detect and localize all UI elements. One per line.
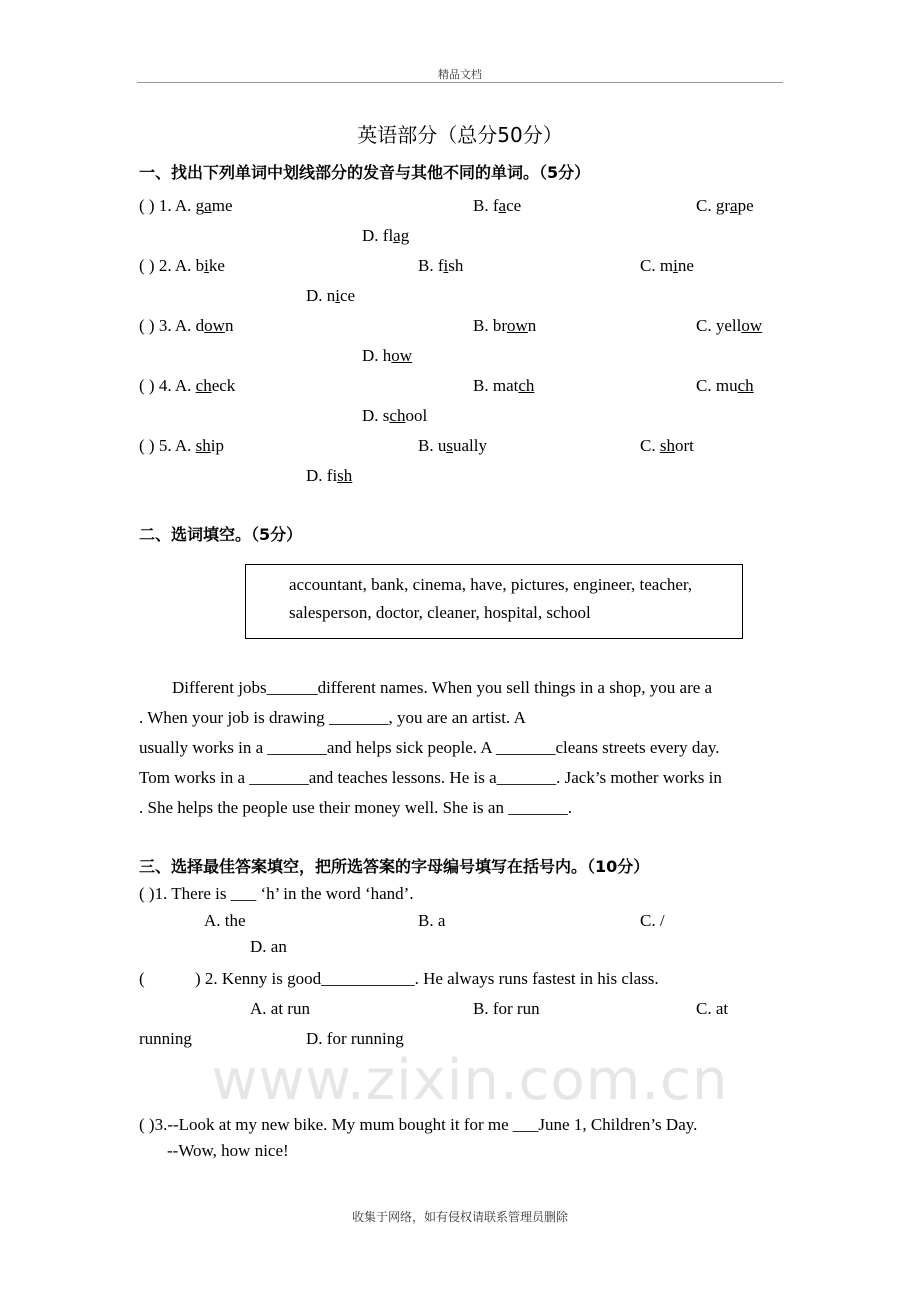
q2-option-d <box>306 286 355 306</box>
q3-option-b <box>473 316 536 336</box>
header-divider <box>137 82 783 83</box>
q2-option-b <box>418 256 463 276</box>
word-suffix: ool <box>405 406 428 425</box>
word-prefix: d <box>195 316 205 335</box>
underlined-part: i <box>443 256 449 275</box>
underlined-part: ch <box>518 376 535 395</box>
passage-line: usually works in a _______and helps sick people. A _______cleans streets every day. <box>139 738 720 757</box>
q5-option-c <box>640 436 694 456</box>
passage-line: Different jobs______different names. When you sell things in a shop, you are a <box>172 678 713 697</box>
word-prefix: b <box>195 256 205 275</box>
word-suffix: me <box>211 196 233 215</box>
word-prefix: f <box>492 196 499 215</box>
option-label: C. <box>696 316 716 335</box>
question-number: ( ) 2. A. <box>139 256 196 275</box>
underlined-part: sh <box>337 466 353 485</box>
word-suffix: sh <box>448 256 464 275</box>
q2-option-d: D. for running <box>306 1029 404 1048</box>
word-suffix: ually <box>452 436 487 455</box>
word-prefix: s <box>382 406 390 425</box>
option-label: D. <box>362 226 383 245</box>
page-footer: 收集于网络，如有侵权请联系管理员删除 <box>351 1210 568 1224</box>
underlined-part: a <box>498 196 507 215</box>
q2-option-a <box>139 256 225 276</box>
option-label: C. <box>640 256 660 275</box>
option-label: C. <box>696 376 716 395</box>
word-prefix: f <box>437 256 444 275</box>
option-label: D. <box>306 286 327 305</box>
question-number: ( ) 4. A. <box>139 376 196 395</box>
option-label: D. <box>306 466 327 485</box>
word-suffix: ce <box>506 196 522 215</box>
option-label: B. <box>418 256 438 275</box>
option-label: B. <box>473 376 493 395</box>
passage-line: . When your job is drawing _______, you are an artist. A <box>139 708 526 727</box>
underlined-part: s <box>446 436 453 455</box>
q1-option-c: C. / <box>640 911 665 930</box>
q3-reply: --Wow, how nice! <box>167 1141 289 1160</box>
underlined-part: a <box>730 196 738 215</box>
q2-option-a: A. at run <box>250 999 310 1018</box>
underlined-part: a <box>204 196 212 215</box>
word-suffix: ne <box>677 256 694 275</box>
underlined-part: sh <box>195 436 211 455</box>
q4-option-b <box>473 376 534 396</box>
page-title: 英语部分（总分50分） <box>357 123 563 147</box>
section2-heading: 二、选词填空。（5分） <box>139 525 303 544</box>
q1-option-d <box>362 226 409 246</box>
option-label: B. <box>473 316 493 335</box>
q3-stem: ( )3.--Look at my new bike. My mum bought it for me ___June 1, Children’s Day. <box>139 1115 698 1134</box>
q1-option-a <box>139 196 233 216</box>
q1-option-b <box>473 196 521 216</box>
page-header: 精品文档 <box>438 68 482 81</box>
q1-option-d: D. an <box>250 937 287 956</box>
underlined-part: i <box>204 256 209 275</box>
q5-option-a <box>139 436 224 456</box>
option-label: D. <box>362 346 383 365</box>
word-box-line: salesperson, doctor, cleaner, hospital, school <box>289 603 591 622</box>
underlined-part: i <box>673 256 678 275</box>
option-label: C. <box>696 196 716 215</box>
q4-option-c <box>696 376 754 396</box>
passage-line: Tom works in a _______and teaches lessons. He is a_______. Jack’s mother works in <box>139 768 722 787</box>
word-suffix: ort <box>674 436 694 455</box>
word-suffix: ce <box>340 286 356 305</box>
question-number: ( ) 3. A. <box>139 316 196 335</box>
q1-option-b: B. a <box>418 911 446 930</box>
underlined-part: ag <box>393 226 410 245</box>
option-label: D. <box>362 406 383 425</box>
word-suffix: eck <box>211 376 236 395</box>
underlined-part: ow <box>741 316 763 335</box>
q2-option-c <box>640 256 694 276</box>
underlined-part: ow <box>507 316 528 335</box>
q2-option-b: B. for run <box>473 999 540 1018</box>
q2-stem: ) 2. Kenny is good___________. He always runs fastest in his class. <box>195 969 659 988</box>
option-label: B. <box>418 436 438 455</box>
option-label: C. <box>640 436 660 455</box>
q3-option-d <box>362 346 412 366</box>
q4-option-a <box>139 376 235 396</box>
q5-option-b <box>418 436 487 456</box>
underlined-part: sh <box>659 436 675 455</box>
underlined-part: ch <box>389 406 406 425</box>
word-box-line: accountant, bank, cinema, have, pictures, engineer, teacher, <box>289 575 693 594</box>
q1-option-c <box>696 196 754 216</box>
word-prefix: fl <box>382 226 394 245</box>
word-suffix: pe <box>737 196 754 215</box>
word-prefix: n <box>326 286 336 305</box>
q2-option-c-cont: running <box>139 1029 192 1048</box>
question-number: ( ) 5. A. <box>139 436 196 455</box>
underlined-part: ch <box>195 376 212 395</box>
q3-option-c <box>696 316 762 336</box>
word-prefix: mat <box>492 376 519 395</box>
underlined-part: ch <box>737 376 754 395</box>
q1-stem: ( )1. There is ___ ‘h’ in the word ‘hand’. <box>139 884 414 903</box>
word-prefix: br <box>492 316 508 335</box>
word-prefix: m <box>659 256 674 275</box>
word-prefix: yell <box>715 316 742 335</box>
q4-option-d <box>362 406 427 426</box>
word-suffix: ip <box>210 436 225 455</box>
word-prefix: h <box>382 346 392 365</box>
underlined-part: ow <box>391 346 413 365</box>
word-suffix: n <box>224 316 234 335</box>
word-prefix: gr <box>715 196 731 215</box>
word-suffix: ke <box>208 256 225 275</box>
word-suffix: n <box>527 316 537 335</box>
q5-option-d <box>306 466 352 486</box>
word-prefix: mu <box>715 376 738 395</box>
q1-option-a: A. the <box>204 911 246 930</box>
passage-line: . She helps the people use their money well. She is an _______. <box>139 798 572 817</box>
section1-heading: 一、找出下列单词中划线部分的发音与其他不同的单词。（5分） <box>139 163 591 182</box>
q2-paren-open: ( <box>139 969 145 988</box>
word-prefix: g <box>195 196 205 215</box>
underlined-part: ow <box>204 316 225 335</box>
q3-option-a <box>139 316 233 336</box>
q2-option-c: C. at <box>696 999 729 1018</box>
underlined-part: i <box>335 286 341 305</box>
watermark: www.zixin.com.cn <box>211 1048 729 1113</box>
option-label: B. <box>473 196 493 215</box>
word-prefix: u <box>437 436 447 455</box>
question-number: ( ) 1. A. <box>139 196 196 215</box>
word-prefix: fi <box>326 466 338 485</box>
section3-heading: 三、选择最佳答案填空，把所选答案的字母编号填写在括号内。（10分） <box>139 857 650 876</box>
